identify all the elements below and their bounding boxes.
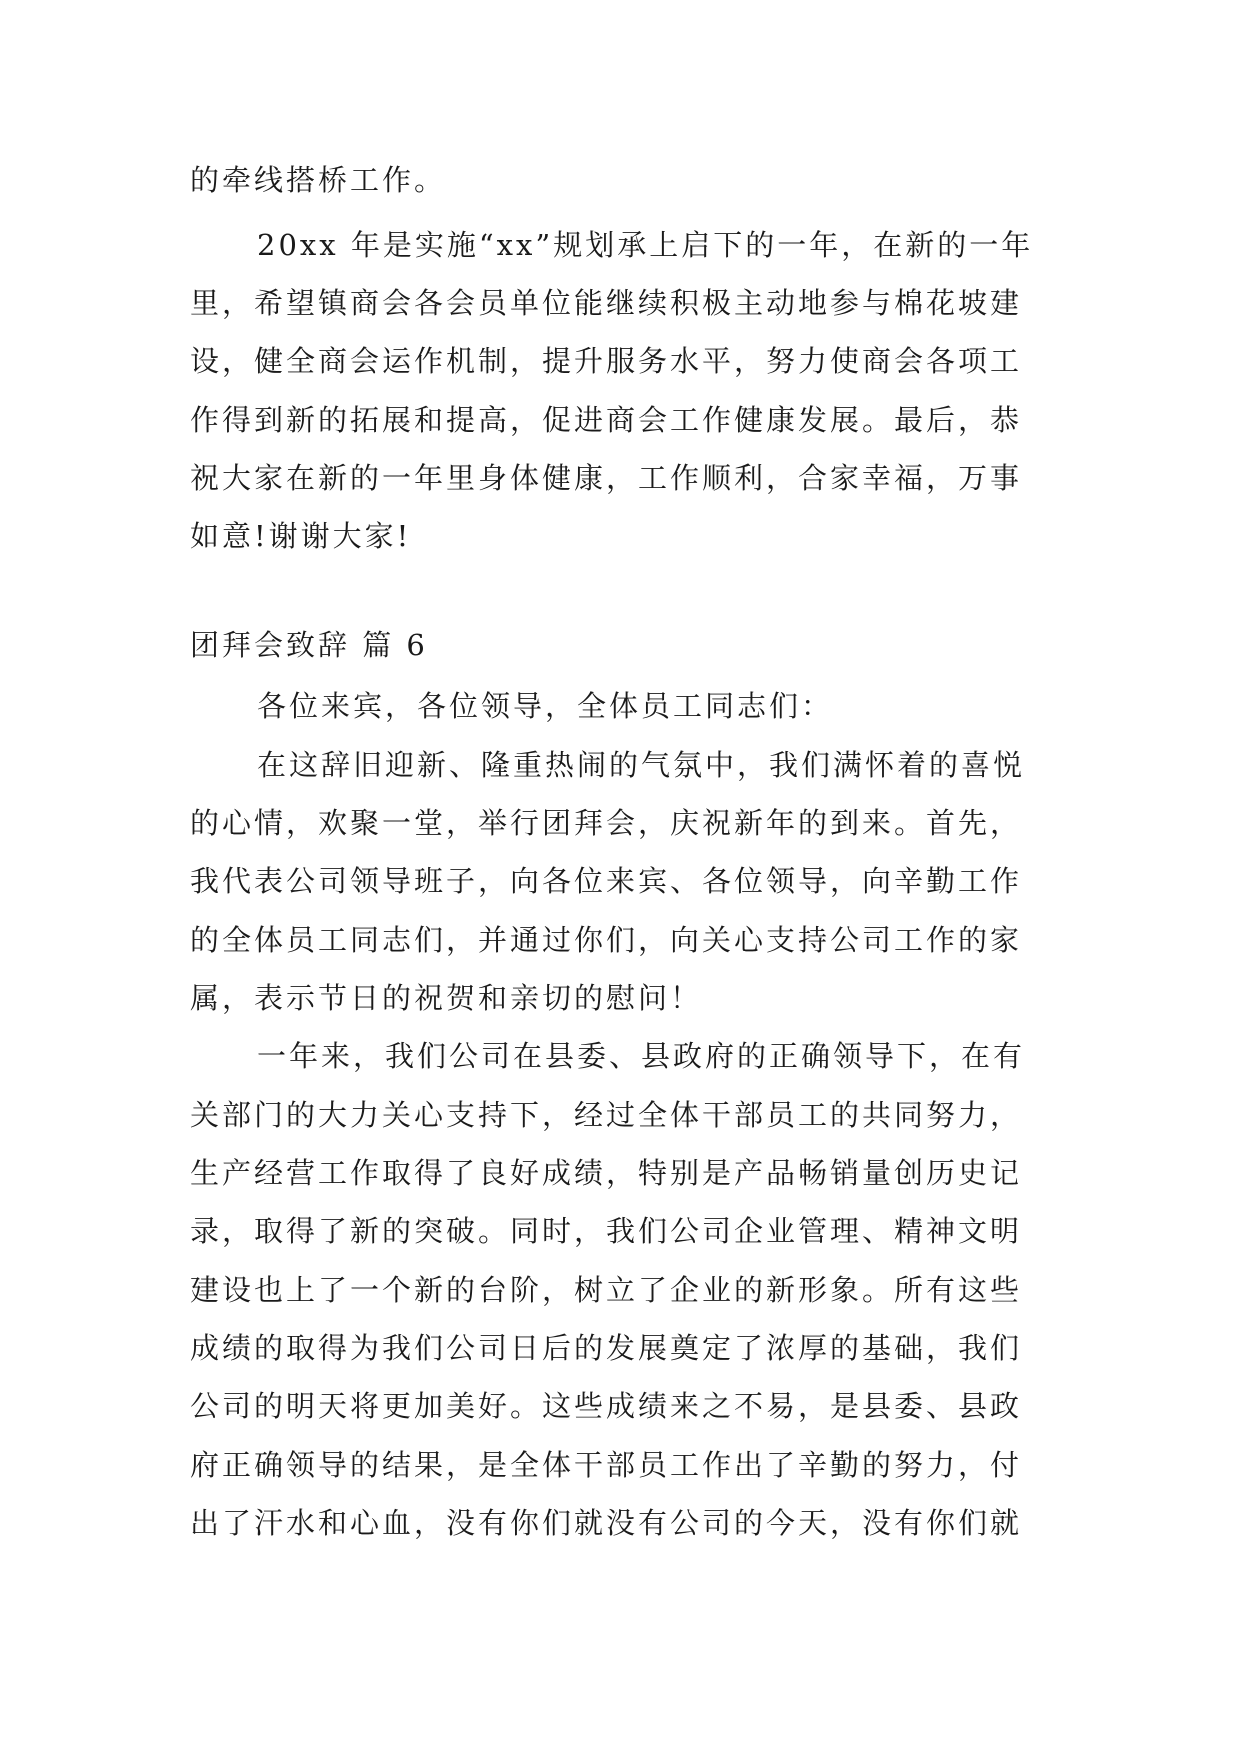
paragraph-line: 录，取得了新的突破。同时，我们公司企业管理、精神文明	[190, 1214, 1023, 1248]
paragraph-line: 的全体员工同志们，并通过你们，向关心支持公司工作的家	[190, 923, 1023, 957]
paragraph-line: 的牵线搭桥工作。	[190, 163, 447, 197]
paragraph-line: 在这辞旧迎新、隆重热闹的气氛中，我们满怀着的喜悦	[257, 748, 1026, 782]
paragraph-line: 如意!谢谢大家!	[190, 519, 412, 553]
paragraph-line: 生产经营工作取得了良好成绩，特别是产品畅销量创历史记	[190, 1156, 1023, 1190]
paragraph-line: 作得到新的拓展和提高，促进商会工作健康发展。最后，恭	[190, 403, 1023, 437]
paragraph-line: 属，表示节日的祝贺和亲切的慰问！	[190, 981, 703, 1015]
paragraph-line: 关部门的大力关心支持下，经过全体干部员工的共同努力，	[190, 1098, 1023, 1132]
salutation-line: 各位来宾，各位领导，全体员工同志们：	[257, 689, 834, 723]
paragraph-line: 一年来，我们公司在县委、县政府的正确领导下，在有	[257, 1039, 1026, 1073]
paragraph-line: 设，健全商会运作机制，提升服务水平，努力使商会各项工	[190, 344, 1023, 378]
paragraph-line: 出了汗水和心血，没有你们就没有公司的今天，没有你们就	[190, 1506, 1023, 1540]
paragraph-line: 的心情，欢聚一堂，举行团拜会，庆祝新年的到来。首先，	[190, 806, 1023, 840]
paragraph-line: 我代表公司领导班子，向各位来宾、各位领导，向辛勤工作	[190, 864, 1023, 898]
paragraph-line: 建设也上了一个新的台阶，树立了企业的新形象。所有这些	[190, 1273, 1023, 1307]
section-heading: 团拜会致辞 篇 6	[190, 628, 428, 662]
paragraph-line: 成绩的取得为我们公司日后的发展奠定了浓厚的基础，我们	[190, 1331, 1023, 1365]
paragraph-line: 里，希望镇商会各会员单位能继续积极主动地参与棉花坡建	[190, 286, 1023, 320]
paragraph-line: 府正确领导的结果，是全体干部员工作出了辛勤的努力，付	[190, 1448, 1023, 1482]
paragraph-line: 祝大家在新的一年里身体健康，工作顺利，合家幸福，万事	[190, 461, 1023, 495]
paragraph-line: 20xx 年是实施“xx”规划承上启下的一年，在新的一年	[257, 228, 1034, 262]
paragraph-line: 公司的明天将更加美好。这些成绩来之不易，是县委、县政	[190, 1389, 1023, 1423]
